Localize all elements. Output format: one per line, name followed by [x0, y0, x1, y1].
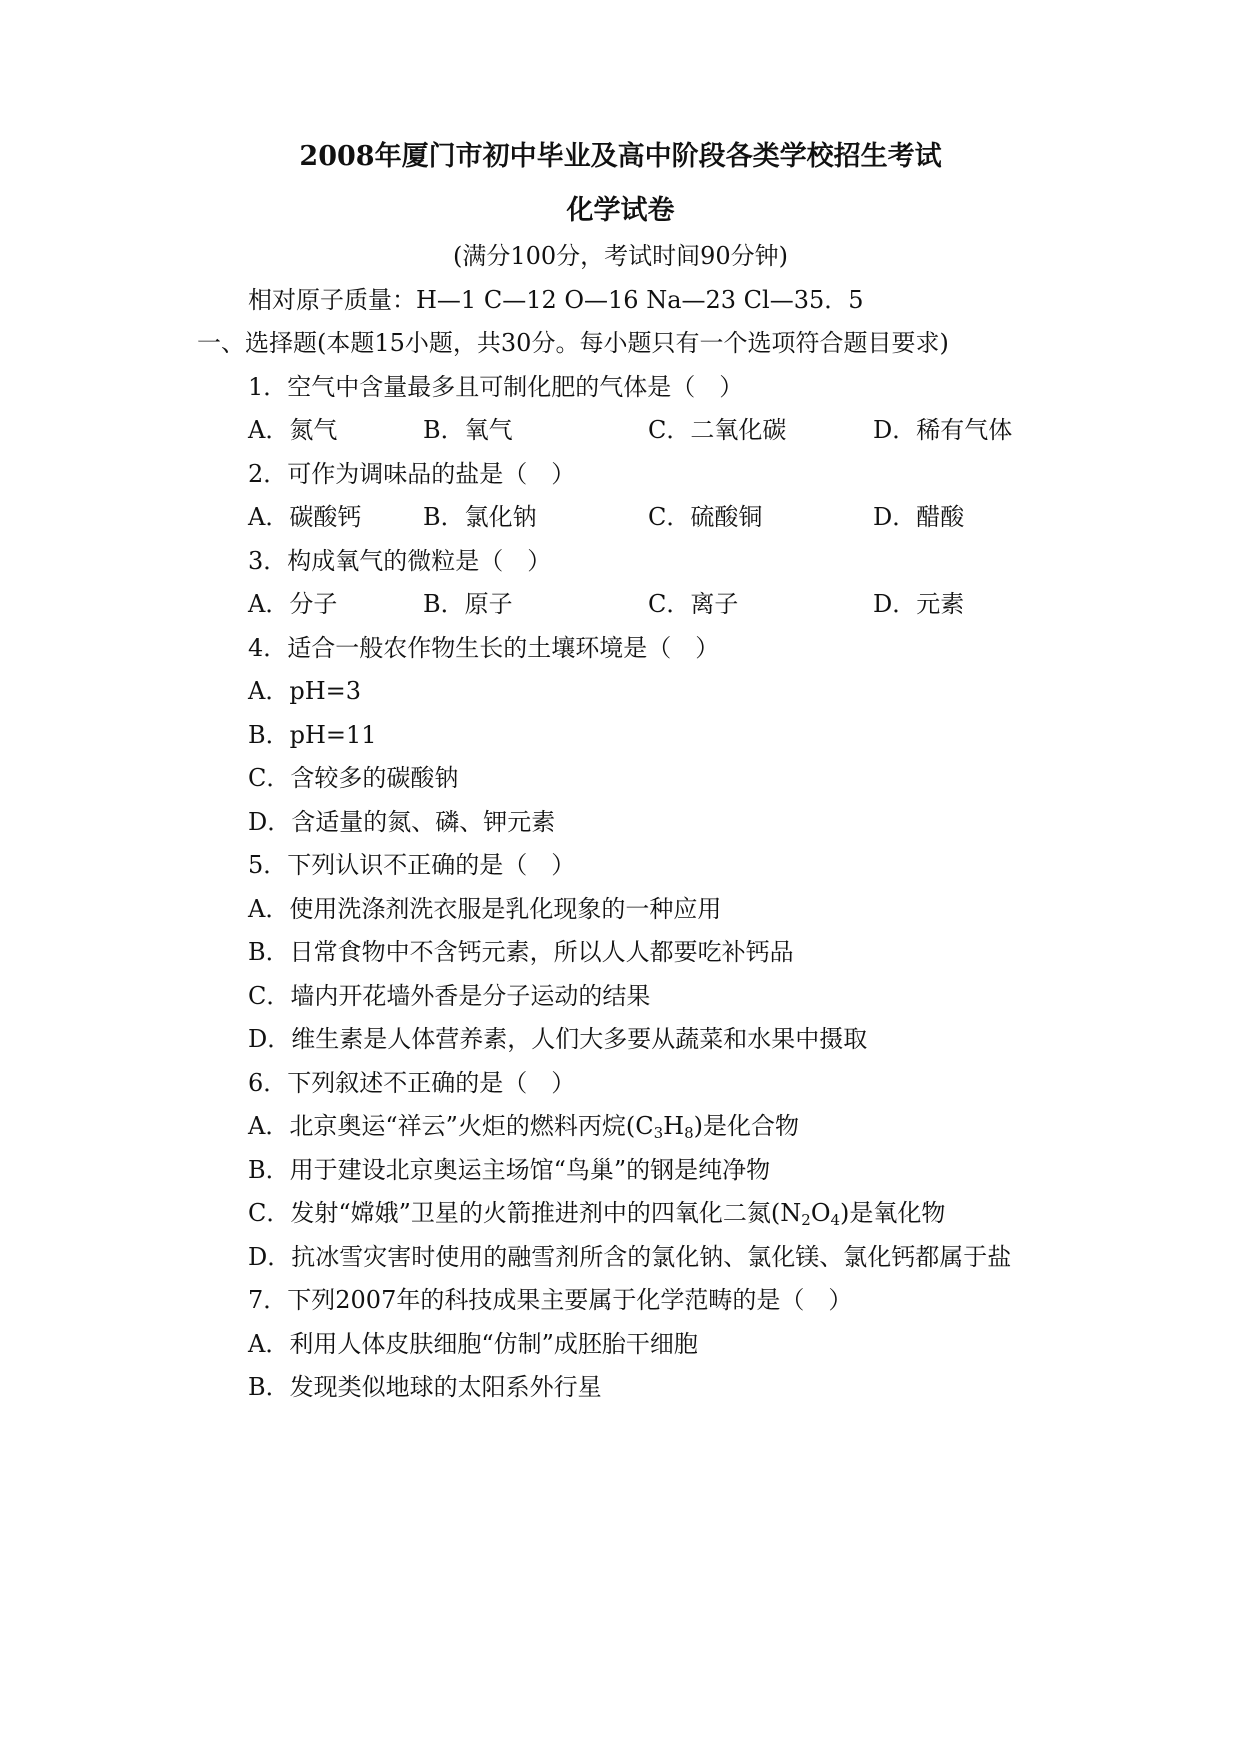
option-a	[248, 1111, 799, 1141]
option-c: C．含较多的碳酸钠	[248, 764, 459, 792]
option-a: A．碳酸钙	[248, 503, 362, 531]
option-c: C．硫酸铜	[648, 503, 763, 531]
subscript: 2	[801, 1211, 811, 1229]
option-b: B．原子	[423, 590, 513, 618]
option-a: A．pH=3	[248, 677, 362, 705]
option-b: B．氯化钠	[423, 503, 537, 531]
option-c: C．墙内开花墙外香是分子运动的结果	[248, 982, 651, 1010]
exam-subtitle: 化学试卷	[566, 195, 675, 226]
option-a: A．分子	[248, 590, 338, 618]
question-stem: 7．下列2007年的科技成果主要属于化学范畴的是（ ）	[248, 1286, 853, 1314]
option-a: A．使用洗涤剂洗衣服是乳化现象的一种应用	[248, 895, 722, 923]
question-stem: 3．构成氧气的微粒是（ ）	[248, 547, 552, 575]
subscript: 4	[830, 1211, 841, 1229]
option-c: C．二氧化碳	[648, 416, 787, 444]
subscript: 8	[684, 1124, 694, 1142]
option-text: H	[663, 1112, 685, 1140]
option-b: B．用于建设北京奥运主场馆“鸟巢”的钢是纯净物	[248, 1156, 771, 1184]
option-text: A．北京奥运“祥云”火炬的燃料丙烷(C	[248, 1112, 654, 1140]
section-heading: 一、选择题(本题15小题，共30分。每小题只有一个选项符合题目要求)	[197, 329, 949, 357]
option-a: A．氮气	[248, 416, 338, 444]
question-stem: 6．下列叙述不正确的是（ ）	[248, 1069, 576, 1097]
exam-title: 2008年厦门市初中毕业及高中阶段各类学校招生考试	[299, 141, 942, 172]
question-stem: 1．空气中含量最多且可制化肥的气体是（ ）	[248, 373, 744, 401]
option-d: D．醋酸	[873, 503, 965, 531]
atomic-masses: 相对原子质量：H—1 C—12 O—16 Na—23 Cl—35．5	[248, 286, 864, 314]
option-b: B．日常食物中不含钙元素，所以人人都要吃补钙品	[248, 938, 794, 966]
option-c	[248, 1198, 945, 1228]
option-d: D．含适量的氮、磷、钾元素	[248, 808, 556, 836]
option-d: D．抗冰雪灾害时使用的融雪剂所含的氯化钠、氯化镁、氯化钙都属于盐	[248, 1243, 1012, 1271]
option-d: D．维生素是人体营养素，人们大多要从蔬菜和水果中摄取	[248, 1025, 868, 1053]
question-stem: 2．可作为调味品的盐是（ ）	[248, 460, 576, 488]
option-a: A．利用人体皮肤细胞“仿制”成胚胎干细胞	[248, 1330, 698, 1358]
option-b: B．发现类似地球的太阳系外行星	[248, 1373, 602, 1401]
question-stem: 5．下列认识不正确的是（ ）	[248, 851, 576, 879]
option-text: )是化合物	[693, 1112, 800, 1140]
option-c: C．离子	[648, 590, 739, 618]
option-b: B．氧气	[423, 416, 513, 444]
option-text: O	[810, 1199, 831, 1227]
question-stem: 4．适合一般农作物生长的土壤环境是（ ）	[248, 634, 720, 662]
subscript: 3	[653, 1124, 664, 1142]
option-text: )是氧化物	[840, 1199, 946, 1227]
option-b: B．pH=11	[248, 721, 377, 749]
option-d: D．元素	[873, 590, 965, 618]
option-text: C．发射“嫦娥”卫星的火箭推进剂中的四氧化二氮(N	[248, 1199, 802, 1227]
exam-info: (满分100分，考试时间90分钟)	[452, 242, 789, 270]
option-d: D．稀有气体	[873, 416, 1013, 444]
